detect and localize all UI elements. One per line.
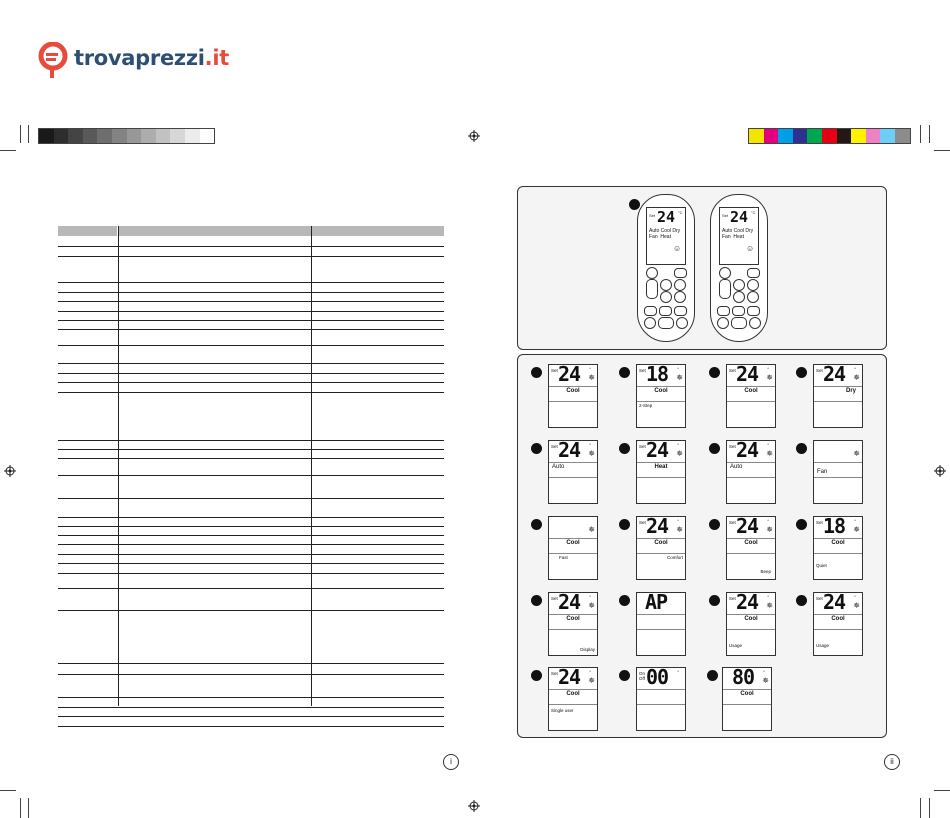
lcd-divider: [727, 629, 775, 630]
color-swatch: [837, 129, 852, 143]
table-header: [58, 226, 444, 236]
registration-mark-icon: [4, 465, 16, 477]
color-swatch: [851, 129, 866, 143]
lcd-divider: [637, 704, 685, 705]
fan-icon: ✵: [676, 373, 683, 382]
degree-icon: °: [589, 670, 591, 675]
lcd-display: [548, 440, 598, 504]
lcd-divider: [814, 462, 862, 463]
remote-temperature: 24: [730, 208, 749, 226]
step-bullet: [796, 519, 807, 530]
degree-icon: °: [854, 595, 856, 600]
lcd-digits: 24: [736, 440, 759, 462]
lcd-display: [548, 516, 598, 580]
page-number: i: [443, 754, 459, 770]
registration-mark-icon: [468, 130, 480, 142]
lcd-mode-label: Cool: [744, 616, 758, 622]
lcd-divider: [814, 614, 862, 615]
wind-button[interactable]: [747, 306, 760, 316]
fan-icon: ✵: [676, 449, 683, 458]
lcd-set-label: Set: [639, 368, 646, 373]
table-row: [58, 527, 444, 536]
page-number: ii: [884, 754, 900, 770]
step-bullet: [619, 367, 630, 378]
table-row: [58, 236, 444, 247]
lcd-digits: AP: [645, 592, 668, 614]
lcd-feature-label: Fast: [559, 555, 568, 560]
lcd-mode-label: Fan: [817, 469, 828, 475]
crop-mark: [20, 798, 21, 818]
color-swatch: [170, 129, 185, 143]
lcd-divider: [549, 386, 597, 387]
step-bullet: [619, 595, 630, 606]
lcd-digits: 24: [736, 516, 759, 538]
color-swatch: [793, 129, 808, 143]
color-swatch: [895, 129, 910, 143]
lcd-digits: 24: [558, 364, 581, 386]
step-bullet: [629, 199, 640, 210]
table-row: [58, 450, 444, 459]
lcd-set-label: Set: [729, 368, 736, 373]
lcd-display: [726, 440, 776, 504]
crop-mark: [920, 798, 921, 818]
person-icon: ☺: [746, 244, 755, 253]
right-button[interactable]: [749, 317, 761, 329]
lcd-divider: [549, 553, 597, 554]
color-swatch: [200, 129, 215, 143]
crop-mark: [28, 125, 29, 143]
lcd-divider: [637, 538, 685, 539]
step-bullet: [796, 595, 807, 606]
fan-button[interactable]: [733, 279, 745, 291]
remote-degree-unit: °C: [678, 210, 683, 215]
remote-mode-list: Auto Cool Dry Fan Heat: [649, 228, 681, 240]
lcd-divider: [549, 477, 597, 478]
mode-button[interactable]: [674, 268, 687, 278]
temp-rocker[interactable]: [719, 279, 731, 299]
table-column-divider: [118, 226, 119, 706]
remote-panel: [517, 186, 887, 350]
table-row: [58, 346, 444, 364]
lcd-digits: 24: [736, 592, 759, 614]
table-row: [58, 545, 444, 555]
color-swatch: [822, 129, 837, 143]
timer-button[interactable]: [747, 291, 759, 303]
table-row: [58, 499, 444, 518]
lcd-feature-label: Beep: [760, 569, 771, 574]
step-bullet: [707, 670, 718, 681]
step-bullet: [531, 519, 542, 530]
fan-icon: ✵: [676, 525, 683, 534]
lcd-digits: 24: [558, 667, 581, 689]
step-bullet: [531, 670, 542, 681]
lcd-mode-label: Heat: [654, 464, 668, 470]
lcd-divider: [549, 462, 597, 463]
lcd-set-label: On Off: [639, 671, 646, 681]
lcd-divider: [814, 401, 862, 402]
lcd-divider: [727, 553, 775, 554]
lcd-digits: 80: [732, 667, 755, 689]
lcd-set-label: Set: [551, 671, 558, 676]
degree-icon: °: [589, 443, 591, 448]
color-swatch: [866, 129, 881, 143]
degree-icon: °: [767, 443, 769, 448]
registration-mark-icon: [468, 800, 480, 812]
table-row: [58, 574, 444, 589]
step-bullet: [531, 367, 542, 378]
lcd-set-label: Set: [816, 596, 823, 601]
table-row: [58, 698, 444, 708]
lcd-divider: [637, 629, 685, 630]
degree-icon: °: [854, 519, 856, 524]
lcd-divider: [549, 704, 597, 705]
table-row: [58, 283, 444, 293]
swing-button[interactable]: [674, 279, 686, 291]
step-bullet: [709, 595, 720, 606]
lcd-set-label: Set: [816, 520, 823, 525]
lcd-divider: [814, 477, 862, 478]
color-swatch: [97, 129, 112, 143]
lcd-feature-label: 2-Step: [639, 403, 653, 408]
lcd-mode-label: Auto: [730, 464, 743, 470]
fan-icon: ✵: [766, 601, 773, 610]
lcd-digits: 18: [823, 516, 846, 538]
lcd-feature-label: Display: [580, 647, 595, 652]
step-bullet: [796, 367, 807, 378]
table-row: [58, 708, 444, 717]
lcd-display: [726, 364, 776, 428]
turbo-button[interactable]: [733, 291, 745, 303]
lcd-digits: 24: [646, 440, 669, 462]
lcd-divider: [727, 462, 775, 463]
color-swatch: [141, 129, 156, 143]
lcd-display: [813, 516, 863, 580]
logo-mark-icon: [38, 42, 68, 80]
degree-icon: °: [677, 670, 679, 675]
crop-mark: [0, 150, 16, 151]
lcd-display: [726, 592, 776, 656]
degree-icon: °: [677, 367, 679, 372]
lcd-mode-label: Cool: [566, 691, 580, 697]
lcd-display: [548, 364, 598, 428]
step-bullet: [531, 443, 542, 454]
color-swatch: [764, 129, 779, 143]
options-button[interactable]: [644, 306, 657, 316]
fan-icon: ✵: [766, 373, 773, 382]
lcd-set-label: Set: [639, 444, 646, 449]
lcd-set-label: Set: [551, 596, 558, 601]
step-bullet: [709, 367, 720, 378]
step-bullet: [619, 670, 630, 681]
step-bullet: [619, 519, 630, 530]
color-swatch: [39, 129, 54, 143]
crop-mark: [920, 125, 921, 143]
table-row: [58, 675, 444, 698]
cmyk-color-bar: [748, 128, 911, 144]
remote-display: [646, 207, 686, 265]
lcd-mode-label: Cool: [831, 616, 845, 622]
lcd-display: [548, 592, 598, 656]
lcd-display: [636, 440, 686, 504]
fan-icon: ✵: [588, 525, 595, 534]
lcd-divider: [727, 401, 775, 402]
lcd-divider: [723, 689, 771, 690]
left-button[interactable]: [644, 317, 656, 329]
options-button[interactable]: [717, 306, 730, 316]
lcd-digits: 24: [646, 516, 669, 538]
lcd-mode-label: Cool: [654, 540, 668, 546]
table-row: [58, 717, 444, 727]
table-row: [58, 518, 444, 527]
degree-icon: °: [589, 367, 591, 372]
right-button[interactable]: [676, 317, 688, 329]
table-row: [58, 564, 444, 574]
person-icon: ☺: [673, 244, 682, 253]
fan-icon: ✵: [762, 676, 769, 685]
lcd-set-label: Set: [816, 368, 823, 373]
lcd-divider: [637, 462, 685, 463]
crop-mark: [929, 798, 930, 818]
set-button[interactable]: [658, 317, 674, 329]
remote-temperature: 24: [657, 208, 676, 226]
lcd-feature-label: Single user: [551, 708, 574, 713]
turbo-button[interactable]: [660, 291, 672, 303]
lcd-mode-label: Cool: [744, 388, 758, 394]
fan-button[interactable]: [660, 279, 672, 291]
remote-control: [710, 194, 768, 342]
lcd-display: [636, 667, 686, 731]
fan-icon: ✵: [853, 601, 860, 610]
lcd-divider: [723, 704, 771, 705]
color-swatch: [68, 129, 83, 143]
fan-icon: ✵: [588, 601, 595, 610]
lcd-divider: [637, 614, 685, 615]
fan-icon: ✵: [766, 449, 773, 458]
lcd-divider: [727, 386, 775, 387]
gray-color-bar: [38, 128, 215, 144]
lcd-set-label: Set: [551, 368, 558, 373]
lcd-set-label: Set: [551, 444, 558, 449]
table-row: [58, 257, 444, 283]
lcd-mode-label: Cool: [831, 540, 845, 546]
lcd-set-label: Set: [729, 596, 736, 601]
lcd-divider: [549, 401, 597, 402]
set-button[interactable]: [731, 317, 747, 329]
lcd-divider: [814, 538, 862, 539]
lcd-mode-label: Cool: [744, 540, 758, 546]
fan-icon: ✵: [588, 449, 595, 458]
fan-icon: ✵: [766, 525, 773, 534]
sleep-button[interactable]: [659, 306, 672, 316]
lcd-feature-label: Usage: [729, 643, 743, 648]
lcd-divider: [637, 386, 685, 387]
lcd-mode-label: Cool: [566, 616, 580, 622]
mode-button[interactable]: [747, 268, 760, 278]
crop-mark: [929, 125, 930, 143]
step-bullet: [531, 595, 542, 606]
degree-icon: °: [854, 367, 856, 372]
lcd-digits: 24: [558, 592, 581, 614]
left-button[interactable]: [717, 317, 729, 329]
lcd-divider: [727, 477, 775, 478]
lcd-digits: 24: [736, 364, 759, 386]
lcd-digits: 24: [823, 592, 846, 614]
remote-control: [637, 194, 695, 342]
table-row: [58, 312, 444, 321]
table-row: [58, 611, 444, 664]
crop-mark: [934, 150, 950, 151]
remote-set-label: Set: [649, 213, 656, 218]
color-swatch: [778, 129, 793, 143]
logo-wordmark: [74, 46, 229, 70]
logo-name: trovaprezzi: [74, 46, 205, 70]
color-swatch: [156, 129, 171, 143]
lcd-mode-label: Cool: [566, 540, 580, 546]
table-row: [58, 589, 444, 611]
table-row: [58, 247, 444, 257]
step-bullet: [709, 519, 720, 530]
sleep-button[interactable]: [732, 306, 745, 316]
degree-icon: °: [677, 519, 679, 524]
lcd-display: [548, 667, 598, 731]
lcd-divider: [637, 401, 685, 402]
wind-button[interactable]: [674, 306, 687, 316]
table-row: [58, 302, 444, 312]
color-swatch: [54, 129, 69, 143]
color-swatch: [185, 129, 200, 143]
logo-tld: .it: [204, 46, 229, 70]
lcd-feature-label: Quiet: [816, 563, 827, 568]
lcd-digits: 00: [646, 667, 669, 689]
lcd-divider: [727, 614, 775, 615]
remote-mode-list: Auto Cool Dry Fan Heat: [722, 228, 754, 240]
lcd-display: [722, 667, 772, 731]
color-swatch: [749, 129, 764, 143]
table-row: [58, 459, 444, 476]
lcd-divider: [814, 629, 862, 630]
table-row: [58, 330, 444, 346]
degree-icon: °: [767, 595, 769, 600]
lcd-divider: [814, 386, 862, 387]
fan-icon: ✵: [853, 525, 860, 534]
color-swatch: [127, 129, 142, 143]
table-row: [58, 393, 444, 441]
table-row: [58, 664, 444, 675]
lcd-mode-label: Auto: [552, 464, 565, 470]
lcd-display: [636, 592, 686, 656]
lcd-divider: [549, 538, 597, 539]
lcd-divider: [549, 689, 597, 690]
lcd-display: [726, 516, 776, 580]
degree-icon: °: [763, 670, 765, 675]
crop-mark: [934, 790, 950, 791]
lcd-feature-label: Comfort: [666, 555, 683, 560]
registration-mark-icon: [934, 465, 946, 477]
temp-rocker[interactable]: [646, 279, 658, 299]
step-bullet: [709, 443, 720, 454]
table-row: [58, 321, 444, 330]
lcd-set-label: Set: [729, 444, 736, 449]
crop-mark: [0, 790, 16, 791]
remote-degree-unit: °C: [751, 210, 756, 215]
lcd-divider: [637, 689, 685, 690]
step-bullet: [619, 443, 630, 454]
lcd-display: [813, 592, 863, 656]
degree-icon: °: [589, 595, 591, 600]
fan-icon: ✵: [853, 373, 860, 382]
timer-button[interactable]: [674, 291, 686, 303]
color-swatch: [880, 129, 895, 143]
color-swatch: [807, 129, 822, 143]
lcd-mode-label: Cool: [654, 388, 668, 394]
fan-icon: ✵: [853, 449, 860, 458]
lcd-divider: [637, 553, 685, 554]
lcd-mode-label: Cool: [566, 388, 580, 394]
lcd-display: [813, 440, 863, 504]
crop-mark: [28, 798, 29, 818]
lcd-divider: [814, 553, 862, 554]
table-row: [58, 293, 444, 302]
power-button[interactable]: [646, 267, 658, 279]
lcd-set-label: Set: [729, 520, 736, 525]
degree-icon: °: [767, 519, 769, 524]
lcd-divider: [549, 629, 597, 630]
table-row: [58, 383, 444, 393]
power-button[interactable]: [719, 267, 731, 279]
swing-button[interactable]: [747, 279, 759, 291]
lcd-divider: [549, 614, 597, 615]
lcd-mode-label: Cool: [740, 691, 754, 697]
table-row: [58, 374, 444, 383]
step-bullet: [796, 443, 807, 454]
lcd-display: [636, 364, 686, 428]
color-swatch: [83, 129, 98, 143]
crop-mark: [20, 125, 21, 143]
lcd-digits: 24: [558, 440, 581, 462]
lcd-mode-label: Dry: [845, 388, 856, 394]
spec-table: [58, 226, 444, 727]
lcd-digits: 24: [823, 364, 846, 386]
fan-icon: ✵: [588, 676, 595, 685]
fan-icon: ✵: [588, 373, 595, 382]
lcd-display: [813, 364, 863, 428]
lcd-feature-label: Usage: [816, 643, 830, 648]
table-row: [58, 555, 444, 564]
table-row: [58, 536, 444, 545]
lcd-set-label: Set: [639, 520, 646, 525]
degree-icon: °: [767, 367, 769, 372]
remote-display: [719, 207, 759, 265]
color-swatch: [112, 129, 127, 143]
lcd-divider: [637, 477, 685, 478]
remote-set-label: Set: [722, 213, 729, 218]
lcd-digits: 18: [646, 364, 669, 386]
table-row: [58, 476, 444, 499]
table-column-divider: [311, 226, 312, 706]
table-row: [58, 441, 444, 450]
degree-icon: °: [677, 443, 679, 448]
lcd-divider: [727, 538, 775, 539]
table-row: [58, 364, 444, 374]
lcd-display: [636, 516, 686, 580]
